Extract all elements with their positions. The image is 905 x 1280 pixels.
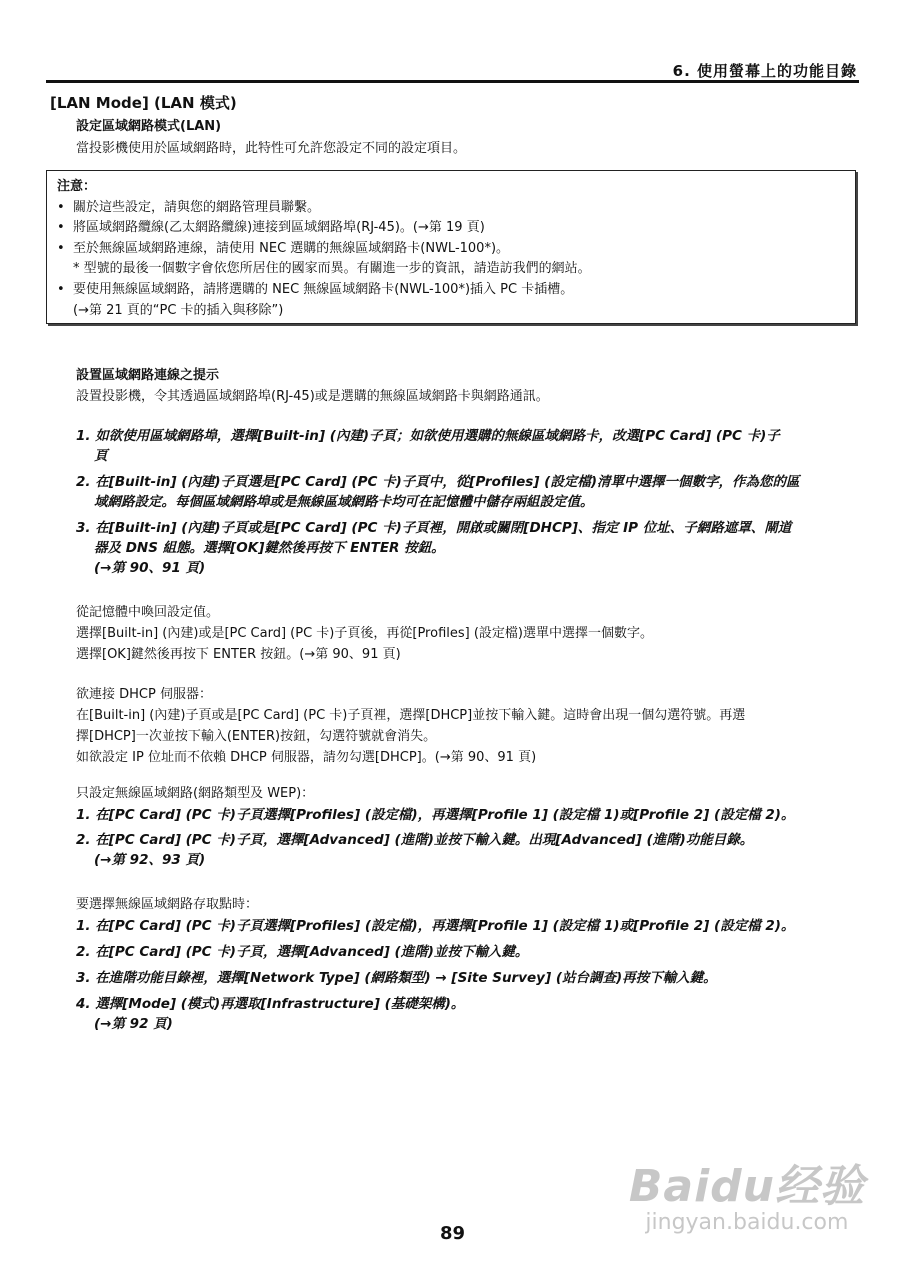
tips-step: 2. 在[Built-in] (內建)子頁選是[PC Card] (PC 卡)子頁中，從[Profiles] (設定檔)清單中選擇一個數字，作為您的區: [76, 474, 800, 490]
note-footnote: * 型號的最後一個數字會依您所居住的國家而異。有關進一步的資訊，請造訪我們的網站。: [73, 261, 591, 277]
access-point-step: 4. 選擇[Mode] (模式)再選取[Infrastructure] (基礎架構)。: [76, 996, 465, 1012]
dhcp-line: 擇[DHCP]一次並按下輸入(ENTER)按鈕，勾選符號就會消失。: [76, 729, 437, 744]
tips-step-ref: (→第 90、91 頁): [94, 560, 206, 576]
note-reference: (→第 21 頁的“PC 卡的插入與移除”): [73, 302, 284, 318]
dhcp-line: 在[Built-in] (內建)子頁或是[PC Card] (PC 卡)子頁裡，選擇[DHCP]並按下輸入鍵。這時會出現一個勾選符號。再選: [76, 708, 746, 723]
note-item: • 至於無線區域網路連線，請使用 NEC 選購的無線區域網路卡(NWL-100*)。: [57, 239, 845, 260]
note-title: 注意：: [57, 179, 97, 194]
access-point-step-ref: (→第 92 頁): [94, 1016, 173, 1032]
note-item: • 將區域網路纜線(乙太網路纜線)連接到區域網路埠(RJ-45)。(→第 19 頁): [57, 218, 845, 239]
wireless-step: 2. 在[PC Card] (PC 卡)子頁，選擇[Advanced] (進階)並按下輸入鍵。出現[Advanced] (進階)功能目錄。: [76, 832, 754, 848]
section-title: [LAN Mode] (LAN 模式): [50, 94, 237, 112]
wireless-title: 只設定無線區域網路(網路類型及 WEP)：: [76, 786, 315, 801]
note-item: • 要使用無線區域網路，請將選購的 NEC 無線區域網路卡(NWL-100*)插入 PC 卡插槽。: [57, 280, 845, 301]
access-point-step: 2. 在[PC Card] (PC 卡)子頁，選擇[Advanced] (進階)並按下輸入鍵。: [76, 944, 529, 960]
dhcp-line: 欲連接 DHCP 伺服器：: [76, 687, 212, 702]
note-box: [46, 170, 856, 324]
note-item: • 關於這些設定，請與您的網路管理員聯繫。: [57, 198, 845, 219]
wireless-step-ref: (→第 92、93 頁): [94, 852, 206, 868]
page-number: 89: [439, 1223, 466, 1244]
section-description: 當投影機使用於區域網路時，此特性可允許您設定不同的設定項目。: [76, 141, 467, 156]
recall-line: 選擇[OK]鍵然後再按下 ENTER 按鈕。(→第 90、91 頁): [76, 647, 401, 662]
access-point-step: 3. 在進階功能目錄裡，選擇[Network Type] (網路類型) → [Site Survey] (站台調查)再按下輸入鍵。: [76, 970, 717, 986]
tips-title: 設置區域網路連線之提示: [76, 368, 220, 383]
tips-step-cont: 器及 DNS 組態。選擇[OK]鍵然後再按下 ENTER 按鈕。: [94, 540, 445, 556]
watermark-url: jingyan.baidu.com: [645, 1210, 849, 1235]
recall-line: 選擇[Built-in] (內建)或是[PC Card] (PC 卡)子頁後，再從[Profiles] (設定檔)選單中選擇一個數字。: [76, 626, 653, 641]
header-rule: [46, 80, 859, 83]
tips-step: 1. 如欲使用區域網路埠，選擇[Built-in] (內建)子頁；如欲使用選購的無線區域網路卡，改選[PC Card] (PC 卡)子: [76, 428, 780, 444]
recall-line: 從記憶體中喚回設定值。: [76, 605, 220, 620]
access-point-title: 要選擇無線區域網路存取點時：: [76, 897, 259, 912]
access-point-step: 1. 在[PC Card] (PC 卡)子頁選擇[Profiles] (設定檔)，再選擇[Profile 1] (設定檔 1)或[Profile 2] (設定檔 2)。: [76, 918, 795, 934]
section-subtitle: 設定區域網路模式(LAN): [76, 119, 222, 134]
chapter-header: 6. 使用螢幕上的功能目錄: [672, 62, 857, 80]
tips-step-cont: 域網路設定。每個區域網路埠或是無線區域網路卡均可在記憶體中儲存兩組設定值。: [94, 494, 594, 510]
tips-step-cont: 頁: [94, 448, 108, 464]
tips-intro: 設置投影機，令其透過區域網路埠(RJ-45)或是選購的無線區域網路卡與網路通訊。: [76, 389, 549, 404]
tips-step: 3. 在[Built-in] (內建)子頁或是[PC Card] (PC 卡)子頁裡，開啟或關閉[DHCP]、指定 IP 位址、子網路遮罩、閘道: [76, 520, 792, 536]
wireless-step: 1. 在[PC Card] (PC 卡)子頁選擇[Profiles] (設定檔)，再選擇[Profile 1] (設定檔 1)或[Profile 2] (設定檔 2)。: [76, 807, 795, 823]
watermark-logo: Baidu经验: [628, 1161, 865, 1212]
dhcp-line: 如欲設定 IP 位址而不依賴 DHCP 伺服器，請勿勾選[DHCP]。(→第 90、91 頁): [76, 750, 537, 765]
